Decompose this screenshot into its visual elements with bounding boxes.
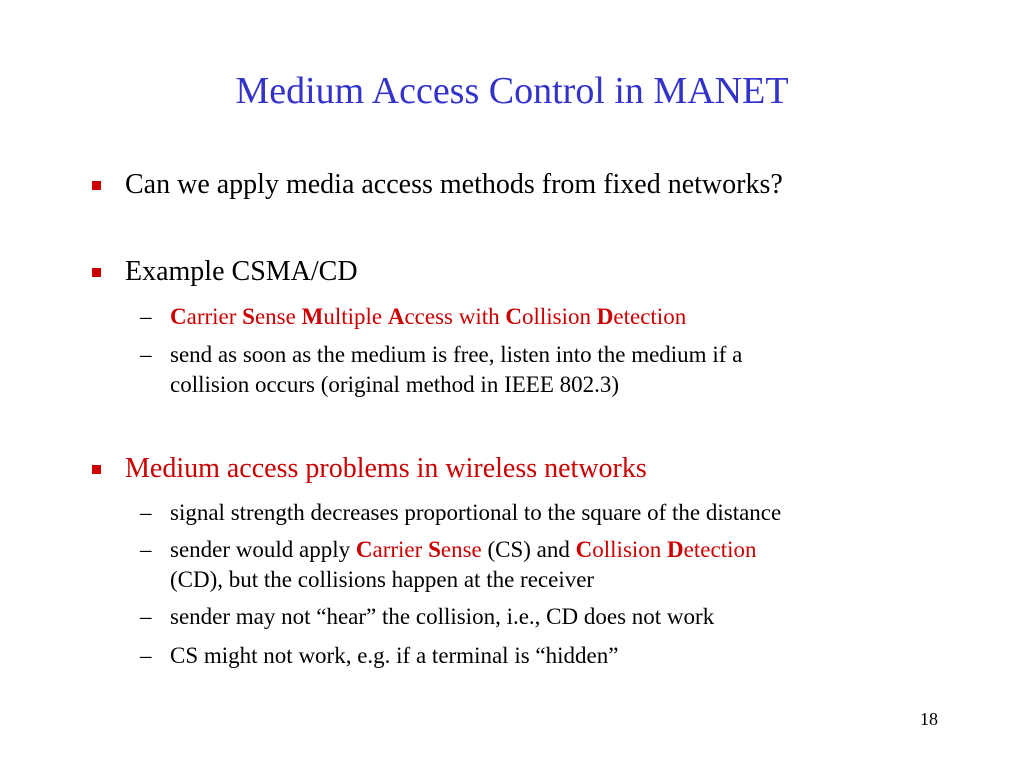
sub-item-line: (CD), but the collisions happen at the receiver xyxy=(170,567,595,592)
sub-item-line: signal strength decreases proportional to the square of the distance xyxy=(170,500,782,525)
sub-item-line: CS might not work, e.g. if a terminal is “hidden” xyxy=(170,643,619,668)
dash-icon: – xyxy=(140,643,152,668)
dash-icon: – xyxy=(140,500,152,525)
page-number: 18 xyxy=(920,709,938,729)
bullet-square-icon xyxy=(92,268,101,277)
csma-cd-expansion: Carrier Sense Multiple Access with Collision Detection xyxy=(170,304,687,329)
bullet-1: Can we apply media access methods from fixed networks? xyxy=(125,169,783,200)
bullet-square-icon xyxy=(92,181,101,190)
slide-title: Medium Access Control in MANET xyxy=(235,70,789,112)
dash-icon: – xyxy=(140,342,152,367)
bullet-square-icon xyxy=(92,465,101,474)
sub-item-line: sender would apply Carrier Sense (CS) and Collision Detection xyxy=(170,537,757,562)
dash-icon: – xyxy=(140,604,152,629)
sub-item-line: send as soon as the medium is free, listen into the medium if a xyxy=(170,342,743,367)
bullet-3: Medium access problems in wireless networks xyxy=(125,453,647,484)
dash-icon: – xyxy=(140,304,152,329)
sub-item-line: sender may not “hear” the collision, i.e., CD does not work xyxy=(170,604,715,629)
bullet-2: Example CSMA/CD xyxy=(125,256,358,287)
sub-item-line: collision occurs (original method in IEEE 802.3) xyxy=(170,372,620,397)
dash-icon: – xyxy=(140,537,152,562)
